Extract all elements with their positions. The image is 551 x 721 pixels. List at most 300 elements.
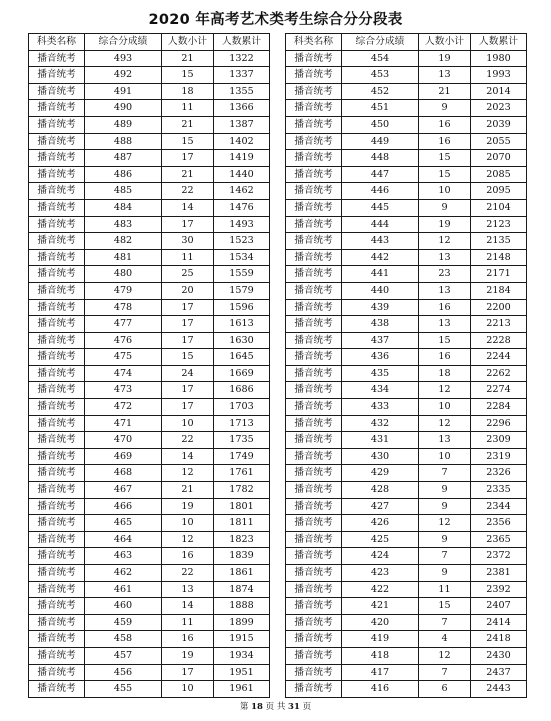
cell-category: 播音统考 [286,316,342,333]
cell-category: 播音统考 [29,249,85,266]
cell-category: 播音统考 [29,199,85,216]
footer-page-number: 18 [251,702,263,712]
cell-score: 479 [85,282,162,299]
cell-cumulative: 2319 [471,448,527,465]
cell-score: 469 [85,448,162,465]
table-row [29,598,270,615]
table-row [29,216,270,233]
page-footer [0,700,551,712]
cell-count: 22 [162,183,214,200]
cell-category: 播音统考 [29,664,85,681]
cell-cumulative: 2123 [471,216,527,233]
table-row [29,482,270,499]
table-row [29,681,270,698]
cell-category: 播音统考 [29,581,85,598]
score-table-right [285,33,527,698]
cell-count: 13 [419,249,471,266]
cell-cumulative: 2296 [471,415,527,432]
cell-category: 播音统考 [29,382,85,399]
cell-cumulative: 2392 [471,581,527,598]
cell-category: 播音统考 [29,183,85,200]
cell-category: 播音统考 [29,598,85,615]
cell-cumulative: 2274 [471,382,527,399]
cell-score: 439 [342,299,419,316]
table-row [286,299,527,316]
table-row [29,233,270,250]
cell-cumulative: 1782 [214,482,270,499]
cell-category: 播音统考 [29,415,85,432]
cell-count: 12 [162,531,214,548]
table-header-row [29,34,270,51]
cell-category: 播音统考 [29,432,85,449]
cell-cumulative: 1686 [214,382,270,399]
cell-cumulative: 2184 [471,282,527,299]
cell-cumulative: 2443 [471,681,527,698]
cell-category: 播音统考 [286,183,342,200]
cell-count: 30 [162,233,214,250]
cell-count: 21 [162,482,214,499]
table-row [286,647,527,664]
cell-category: 播音统考 [29,498,85,515]
cell-score: 470 [85,432,162,449]
cell-score: 464 [85,531,162,548]
cell-category: 播音统考 [286,349,342,366]
cell-score: 436 [342,349,419,366]
table-row [286,199,527,216]
cell-category: 播音统考 [29,515,85,532]
table-row [286,531,527,548]
cell-category: 播音统考 [286,266,342,283]
cell-cumulative: 2356 [471,515,527,532]
table-row [29,365,270,382]
cell-score: 450 [342,116,419,133]
cell-score: 442 [342,249,419,266]
cell-score: 430 [342,448,419,465]
cell-category: 播音统考 [286,399,342,416]
cell-score: 416 [342,681,419,698]
cell-score: 419 [342,631,419,648]
cell-count: 10 [162,681,214,698]
table-row [29,183,270,200]
cell-count: 14 [162,448,214,465]
table-row [286,382,527,399]
cell-count: 18 [419,365,471,382]
table-row [286,67,527,84]
cell-category: 播音统考 [286,216,342,233]
cell-category: 播音统考 [29,299,85,316]
table-row [29,399,270,416]
table-row [29,299,270,316]
cell-count: 7 [419,664,471,681]
cell-count: 16 [419,349,471,366]
cell-count: 16 [419,299,471,316]
cell-cumulative: 1534 [214,249,270,266]
cell-cumulative: 1493 [214,216,270,233]
cell-cumulative: 2228 [471,332,527,349]
cell-cumulative: 2039 [471,116,527,133]
cell-category: 播音统考 [286,133,342,150]
cell-cumulative: 1440 [214,166,270,183]
table-header-row [286,34,527,51]
cell-count: 10 [419,448,471,465]
table-row [286,631,527,648]
cell-count: 21 [162,116,214,133]
cell-count: 24 [162,365,214,382]
cell-count: 15 [419,332,471,349]
header-score: 综合分成绩 [342,34,419,51]
cell-cumulative: 1703 [214,399,270,416]
cell-count: 9 [419,531,471,548]
cell-count: 7 [419,614,471,631]
cell-cumulative: 2014 [471,83,527,100]
table-row [29,631,270,648]
cell-count: 17 [162,150,214,167]
cell-cumulative: 1523 [214,233,270,250]
table-row [29,382,270,399]
cell-category: 播音统考 [286,83,342,100]
table-row [29,282,270,299]
cell-cumulative: 1669 [214,365,270,382]
cell-cumulative: 1749 [214,448,270,465]
cell-category: 播音统考 [286,448,342,465]
cell-category: 播音统考 [286,548,342,565]
cell-category: 播音统考 [286,332,342,349]
cell-score: 483 [85,216,162,233]
cell-score: 459 [85,614,162,631]
table-row [286,150,527,167]
cell-category: 播音统考 [286,282,342,299]
cell-cumulative: 1761 [214,465,270,482]
table-row [29,614,270,631]
cell-category: 播音统考 [29,100,85,117]
cell-score: 422 [342,581,419,598]
cell-score: 431 [342,432,419,449]
cell-score: 480 [85,266,162,283]
cell-count: 10 [419,399,471,416]
cell-score: 434 [342,382,419,399]
footer-mid: 页 共 [265,702,286,712]
table-row [286,365,527,382]
cell-score: 457 [85,647,162,664]
cell-count: 13 [419,316,471,333]
table-row [286,183,527,200]
cell-cumulative: 1355 [214,83,270,100]
cell-category: 播音统考 [29,150,85,167]
cell-score: 491 [85,83,162,100]
table-row [29,349,270,366]
cell-score: 487 [85,150,162,167]
table-row [286,548,527,565]
cell-score: 437 [342,332,419,349]
cell-category: 播音统考 [286,249,342,266]
cell-category: 播音统考 [29,448,85,465]
cell-count: 13 [419,282,471,299]
cell-count: 10 [162,415,214,432]
cell-cumulative: 2430 [471,647,527,664]
cell-score: 455 [85,681,162,698]
table-row [29,67,270,84]
table-row [29,647,270,664]
table-row [286,598,527,615]
score-table-left [28,33,270,698]
table-row [29,515,270,532]
cell-count: 7 [419,465,471,482]
table-row [29,249,270,266]
cell-cumulative: 1735 [214,432,270,449]
cell-category: 播音统考 [286,664,342,681]
cell-category: 播音统考 [29,465,85,482]
cell-cumulative: 1402 [214,133,270,150]
cell-cumulative: 2284 [471,399,527,416]
cell-count: 11 [162,249,214,266]
cell-cumulative: 1645 [214,349,270,366]
cell-cumulative: 1861 [214,565,270,582]
cell-cumulative: 2085 [471,166,527,183]
cell-score: 418 [342,647,419,664]
cell-category: 播音统考 [286,681,342,698]
cell-score: 463 [85,548,162,565]
table-row [286,349,527,366]
cell-count: 10 [162,515,214,532]
cell-count: 20 [162,282,214,299]
cell-score: 449 [342,133,419,150]
table-row [286,498,527,515]
cell-category: 播音统考 [286,382,342,399]
cell-cumulative: 1559 [214,266,270,283]
table-row [286,266,527,283]
cell-count: 13 [162,581,214,598]
cell-count: 16 [419,133,471,150]
table-row [29,266,270,283]
cell-count: 15 [162,133,214,150]
cell-cumulative: 2055 [471,133,527,150]
cell-count: 17 [162,399,214,416]
cell-category: 播音统考 [29,482,85,499]
table-body-right [286,50,527,697]
cell-cumulative: 2135 [471,233,527,250]
cell-score: 446 [342,183,419,200]
cell-score: 454 [342,50,419,67]
cell-cumulative: 2335 [471,482,527,499]
cell-count: 16 [419,116,471,133]
cell-score: 433 [342,399,419,416]
cell-score: 427 [342,498,419,515]
cell-category: 播音统考 [286,614,342,631]
cell-score: 471 [85,415,162,432]
table-body-left [29,50,270,697]
cell-category: 播音统考 [29,332,85,349]
footer-total-pages: 31 [288,702,300,712]
cell-category: 播音统考 [29,681,85,698]
cell-count: 22 [162,432,214,449]
cell-count: 17 [162,382,214,399]
cell-category: 播音统考 [286,581,342,598]
cell-category: 播音统考 [286,498,342,515]
cell-cumulative: 1839 [214,548,270,565]
cell-score: 429 [342,465,419,482]
cell-score: 465 [85,515,162,532]
cell-cumulative: 1899 [214,614,270,631]
cell-score: 447 [342,166,419,183]
cell-score: 474 [85,365,162,382]
cell-category: 播音统考 [286,233,342,250]
cell-score: 478 [85,299,162,316]
cell-score: 445 [342,199,419,216]
footer-suffix: 页 [302,702,312,712]
cell-category: 播音统考 [286,365,342,382]
table-row [29,133,270,150]
cell-count: 11 [162,614,214,631]
cell-score: 426 [342,515,419,532]
cell-category: 播音统考 [286,465,342,482]
cell-category: 播音统考 [29,531,85,548]
table-row [286,116,527,133]
cell-cumulative: 1579 [214,282,270,299]
cell-cumulative: 2365 [471,531,527,548]
cell-cumulative: 2213 [471,316,527,333]
cell-count: 15 [162,67,214,84]
cell-score: 452 [342,83,419,100]
cell-count: 11 [419,581,471,598]
table-row [286,332,527,349]
cell-score: 475 [85,349,162,366]
cell-count: 14 [162,199,214,216]
footer-prefix: 第 [239,702,249,712]
cell-category: 播音统考 [29,565,85,582]
cell-category: 播音统考 [286,50,342,67]
cell-cumulative: 1476 [214,199,270,216]
cell-cumulative: 2418 [471,631,527,648]
header-cumulative: 人数累计 [214,34,270,51]
table-row [29,199,270,216]
cell-cumulative: 2244 [471,349,527,366]
cell-category: 播音统考 [29,50,85,67]
cell-category: 播音统考 [286,299,342,316]
cell-count: 14 [162,598,214,615]
cell-category: 播音统考 [29,166,85,183]
cell-cumulative: 1630 [214,332,270,349]
cell-cumulative: 1888 [214,598,270,615]
cell-count: 15 [419,598,471,615]
cell-cumulative: 1337 [214,67,270,84]
cell-count: 25 [162,266,214,283]
cell-count: 23 [419,266,471,283]
cell-score: 472 [85,399,162,416]
cell-score: 473 [85,382,162,399]
cell-score: 482 [85,233,162,250]
cell-count: 9 [419,100,471,117]
table-row [29,116,270,133]
table-row [286,133,527,150]
cell-cumulative: 1322 [214,50,270,67]
table-row [29,415,270,432]
cell-count: 17 [162,316,214,333]
table-row [29,100,270,117]
cell-score: 432 [342,415,419,432]
cell-category: 播音统考 [286,116,342,133]
cell-score: 467 [85,482,162,499]
cell-cumulative: 2262 [471,365,527,382]
cell-cumulative: 1934 [214,647,270,664]
cell-count: 15 [419,166,471,183]
cell-category: 播音统考 [29,133,85,150]
table-row [29,166,270,183]
cell-category: 播音统考 [29,282,85,299]
cell-score: 458 [85,631,162,648]
cell-count: 19 [419,50,471,67]
table-row [286,515,527,532]
cell-count: 19 [419,216,471,233]
cell-cumulative: 1811 [214,515,270,532]
cell-category: 播音统考 [29,614,85,631]
cell-score: 451 [342,100,419,117]
cell-count: 17 [162,299,214,316]
cell-category: 播音统考 [286,531,342,548]
cell-category: 播音统考 [286,515,342,532]
table-row [286,664,527,681]
cell-score: 489 [85,116,162,133]
table-row [286,316,527,333]
cell-cumulative: 2381 [471,565,527,582]
cell-count: 9 [419,199,471,216]
cell-cumulative: 1915 [214,631,270,648]
table-row [286,614,527,631]
cell-score: 461 [85,581,162,598]
cell-category: 播音统考 [286,647,342,664]
table-row [29,465,270,482]
table-row [29,565,270,582]
cell-cumulative: 1387 [214,116,270,133]
cell-score: 423 [342,565,419,582]
cell-category: 播音统考 [286,565,342,582]
cell-score: 453 [342,67,419,84]
cell-score: 477 [85,316,162,333]
table-row [286,399,527,416]
cell-count: 13 [419,432,471,449]
cell-score: 484 [85,199,162,216]
table-row [286,100,527,117]
cell-count: 19 [162,498,214,515]
page-title: 2020 年高考艺术类考生综合分分段表 [148,12,403,28]
cell-count: 12 [419,515,471,532]
cell-count: 12 [419,647,471,664]
table-row [29,432,270,449]
cell-score: 468 [85,465,162,482]
cell-cumulative: 2344 [471,498,527,515]
cell-cumulative: 1980 [471,50,527,67]
cell-count: 18 [162,83,214,100]
cell-cumulative: 2171 [471,266,527,283]
cell-count: 9 [419,482,471,499]
table-row [29,448,270,465]
cell-score: 443 [342,233,419,250]
cell-score: 460 [85,598,162,615]
cell-count: 9 [419,565,471,582]
cell-count: 9 [419,498,471,515]
cell-cumulative: 1462 [214,183,270,200]
cell-cumulative: 2407 [471,598,527,615]
cell-cumulative: 1801 [214,498,270,515]
cell-count: 4 [419,631,471,648]
cell-score: 448 [342,150,419,167]
cell-category: 播音统考 [29,83,85,100]
cell-cumulative: 1823 [214,531,270,548]
table-row [29,50,270,67]
cell-score: 493 [85,50,162,67]
cell-score: 425 [342,531,419,548]
table-row [29,664,270,681]
cell-score: 490 [85,100,162,117]
